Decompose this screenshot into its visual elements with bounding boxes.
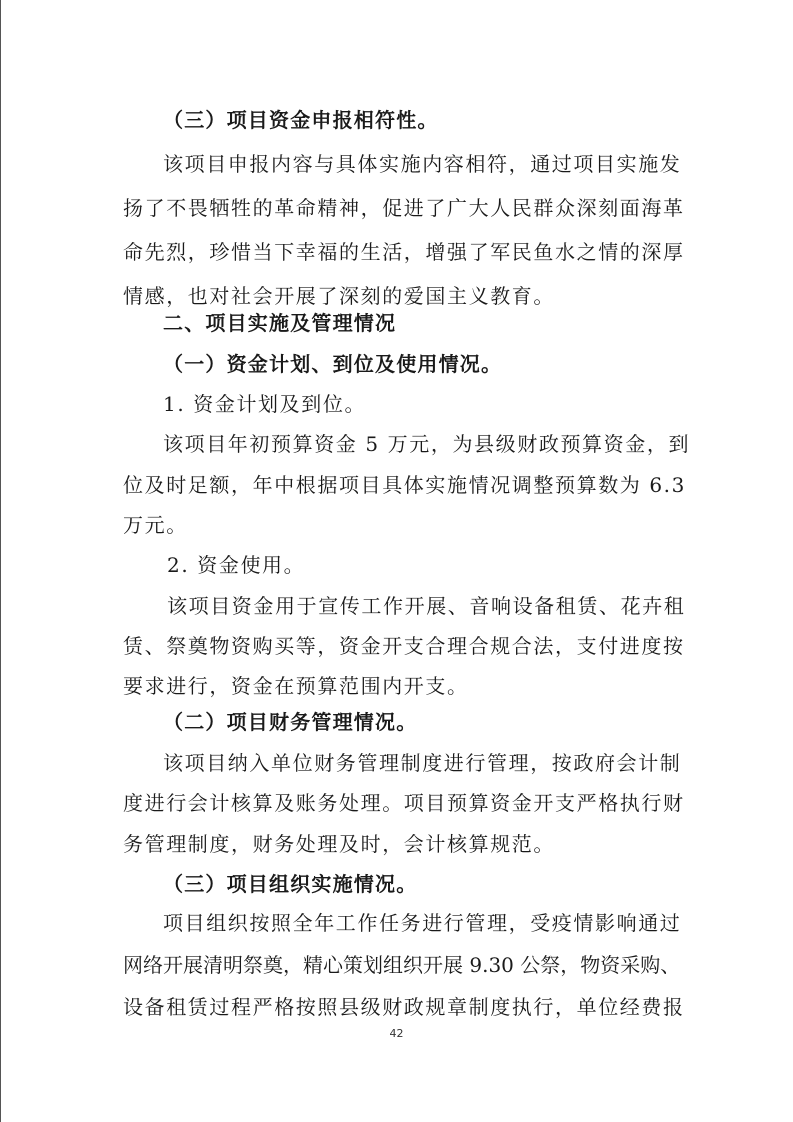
paragraph-line: 该项目年初预算资金 5 万元，为县级财政预算资金，到	[163, 432, 691, 456]
paragraph-line: 设备租赁过程严格按照县级财政规章制度执行，单位经费报	[123, 995, 685, 1019]
section-heading: （一）资金计划、到位及使用情况。	[163, 352, 503, 376]
paragraph-line: 该项目纳入单位财务管理制度进行管理，按政府会计制	[163, 751, 682, 775]
section-heading: （二）项目财务管理情况。	[163, 710, 418, 734]
paragraph-line: 务管理制度，财务处理及时，会计核算规范。	[123, 832, 555, 856]
paragraph-line: 项目组织按照全年工作任务进行管理，受疫情影响通过	[163, 911, 682, 935]
paragraph-line: 该项目资金用于宣传工作开展、音响设备租赁、花卉租	[167, 594, 686, 618]
paragraph-line: 命先烈，珍惜当下幸福的生活，增强了军民鱼水之情的深厚	[123, 240, 685, 264]
paragraph-line: 赁、祭奠物资购买等，资金开支合理合规合法，支付进度按	[123, 634, 685, 658]
paragraph-line: 情感，也对社会开展了深刻的爱国主义教育。	[123, 284, 555, 308]
page-border	[0, 0, 1, 1122]
paragraph-line: 要求进行，资金在预算范围内开支。	[123, 674, 469, 698]
section-heading: （三）项目组织实施情况。	[163, 872, 418, 896]
subsection-heading: 2. 资金使用。	[167, 553, 306, 577]
chapter-heading: 二、项目实施及管理情况	[163, 311, 397, 335]
subsection-heading: 1. 资金计划及到位。	[163, 392, 367, 416]
paragraph-line: 万元。	[123, 513, 188, 537]
paragraph-line: 网络开展清明祭奠，精心策划组织开展 9.30 公祭，物资采购、	[123, 953, 681, 977]
paragraph-line: 度进行会计核算及账务处理。项目预算资金开支严格执行财	[123, 791, 685, 815]
paragraph-line: 位及时足额，年中根据项目具体实施情况调整预算数为 6.3	[123, 473, 686, 497]
paragraph-line: 该项目申报内容与具体实施内容相符，通过项目实施发	[163, 152, 682, 176]
page-number: 42	[389, 1027, 404, 1040]
section-heading: （三）项目资金申报相符性。	[163, 108, 439, 132]
paragraph-line: 扬了不畏牺牲的革命精神，促进了广大人民群众深刻面海革	[123, 196, 685, 220]
